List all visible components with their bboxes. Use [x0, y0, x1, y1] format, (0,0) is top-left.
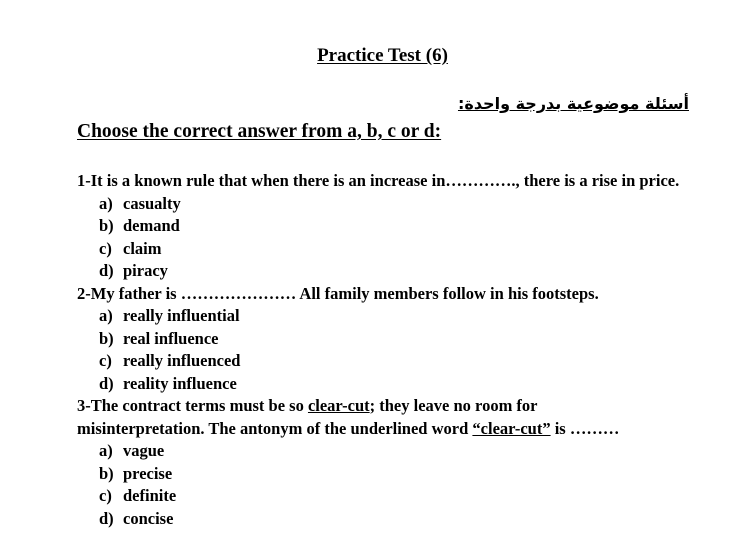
- option-text: claim: [123, 238, 162, 258]
- option-text: vague: [123, 441, 165, 460]
- section-heading-arabic: أسئلة موضوعية بدرجة واحدة:: [457, 94, 689, 113]
- option-text: definite: [123, 486, 177, 505]
- option-text: real influence: [123, 328, 219, 348]
- option-letter: b): [99, 463, 114, 483]
- option-text: precise: [123, 463, 173, 483]
- question-1-options: [77, 193, 717, 283]
- question-3: [77, 395, 717, 530]
- option-letter: c): [99, 351, 112, 370]
- question-2-option-b[interactable]: [99, 328, 717, 351]
- option-letter: d): [99, 261, 114, 280]
- question-3-option-b[interactable]: [99, 463, 717, 486]
- option-text: really influential: [123, 306, 240, 325]
- option-text: really influenced: [123, 351, 241, 370]
- question-3-option-a[interactable]: [99, 440, 717, 463]
- option-text: piracy: [123, 261, 168, 280]
- question-3-text-line-2: [77, 418, 717, 441]
- option-letter: a): [99, 441, 113, 460]
- questions-list: [77, 170, 717, 530]
- option-letter: c): [99, 238, 112, 258]
- page-title: Practice Test (6): [317, 45, 448, 66]
- option-text: demand: [123, 216, 180, 235]
- question-2: [77, 283, 717, 396]
- instruction-heading: Choose the correct answer from a, b, c or d:: [77, 121, 442, 142]
- question-1-option-d[interactable]: [99, 260, 717, 283]
- question-2-text: 2-My father is ………………… All family members follow in his footsteps.: [77, 283, 599, 303]
- question-2-options: [77, 305, 717, 395]
- question-1-text: 1-It is a known rule that when there is an increase in…………., there is a rise in price.: [77, 171, 680, 190]
- question-2-option-a[interactable]: [99, 305, 717, 328]
- question-2-option-d[interactable]: [99, 373, 717, 396]
- question-2-option-c[interactable]: [99, 350, 717, 373]
- option-letter: a): [99, 193, 113, 213]
- option-letter: b): [99, 328, 114, 348]
- question-3-line-2-prefix: misinterpretation. The antonym of the underlined word: [77, 418, 473, 438]
- underlined-word-quoted: “clear-cut”: [472, 418, 551, 438]
- question-3-option-d[interactable]: [99, 508, 717, 531]
- option-letter: b): [99, 216, 114, 235]
- question-3-text-line-1: [77, 395, 717, 418]
- question-3-line-2-suffix: is ………: [550, 418, 620, 438]
- option-letter: a): [99, 306, 113, 325]
- question-3-line-1-suffix: ; they leave no room for: [369, 396, 538, 415]
- option-text: casualty: [123, 193, 181, 213]
- option-letter: d): [99, 508, 114, 528]
- question-3-option-c[interactable]: [99, 485, 717, 508]
- underlined-word: clear-cut: [307, 396, 370, 415]
- option-text: concise: [123, 508, 174, 528]
- question-1-option-c[interactable]: [99, 238, 717, 261]
- question-1: [77, 170, 717, 283]
- question-3-line-1-prefix: 3-The contract terms must be so: [77, 396, 308, 415]
- question-1-option-b[interactable]: [99, 215, 717, 238]
- option-letter: d): [99, 373, 114, 393]
- option-text: reality influence: [123, 373, 237, 393]
- option-letter: c): [99, 486, 112, 505]
- question-3-options: [77, 440, 717, 530]
- question-1-option-a[interactable]: [99, 193, 717, 216]
